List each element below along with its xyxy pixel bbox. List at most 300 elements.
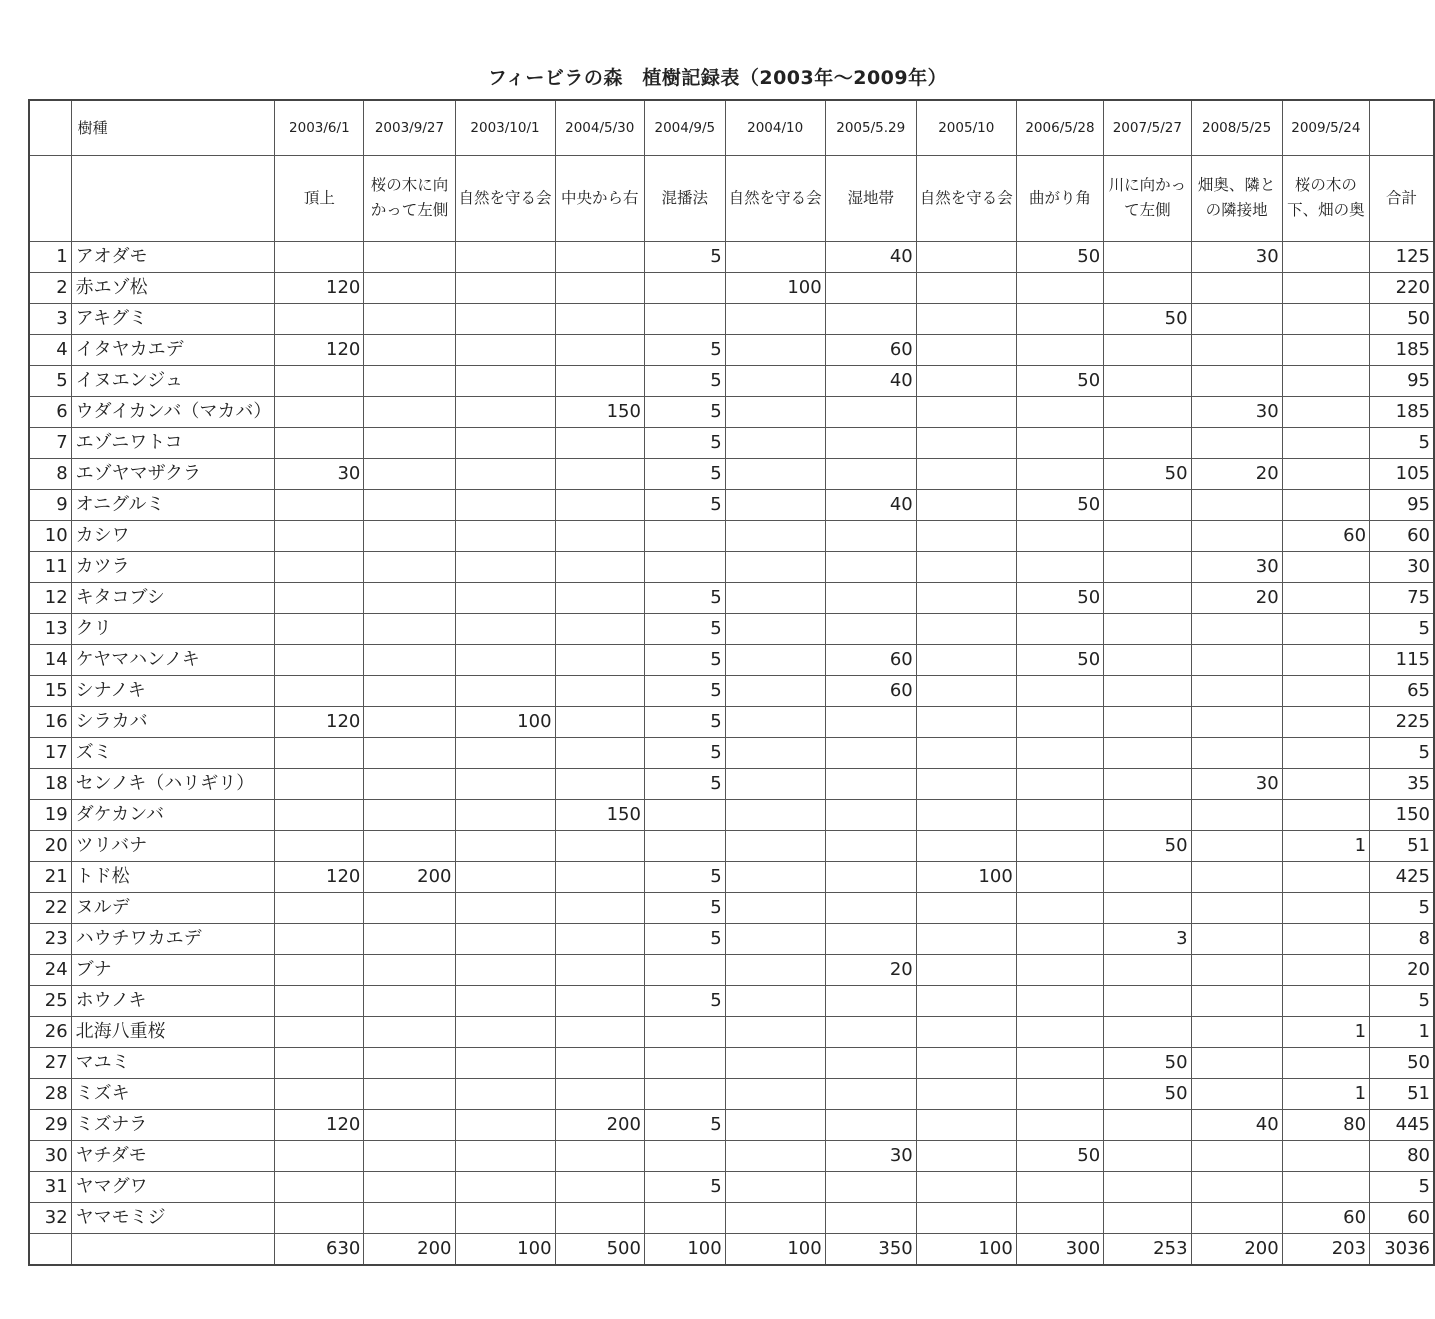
planting-count-cell [725, 1109, 825, 1140]
planting-count-cell [1016, 1047, 1103, 1078]
planting-count-cell [455, 985, 555, 1016]
species-name: マユミ [71, 1047, 275, 1078]
planting-count-cell [1282, 892, 1369, 923]
planting-count-cell: 5 [644, 768, 725, 799]
planting-count-cell [1191, 830, 1282, 861]
planting-count-cell: 150 [555, 396, 644, 427]
planting-count-cell [725, 830, 825, 861]
planting-count-cell [275, 551, 364, 582]
planting-count-cell [555, 365, 644, 396]
planting-count-cell [644, 1140, 725, 1171]
planting-count-cell [825, 1078, 916, 1109]
planting-count-cell: 3 [1104, 923, 1191, 954]
planting-count-cell [916, 365, 1016, 396]
planting-count-cell [275, 396, 364, 427]
planting-count-cell [725, 954, 825, 985]
planting-count-cell [1282, 954, 1369, 985]
planting-count-cell [555, 768, 644, 799]
planting-count-cell [725, 985, 825, 1016]
planting-count-cell [1282, 334, 1369, 365]
planting-count-cell [275, 1171, 364, 1202]
planting-count-cell [1104, 861, 1191, 892]
planting-count-cell [364, 892, 455, 923]
row-total-cell: 5 [1370, 892, 1434, 923]
planting-count-cell [725, 365, 825, 396]
planting-count-cell [644, 1047, 725, 1078]
planting-count-cell [455, 675, 555, 706]
planting-count-cell [1104, 272, 1191, 303]
planting-count-cell [1191, 365, 1282, 396]
planting-count-cell [555, 923, 644, 954]
row-number: 23 [29, 923, 71, 954]
planting-count-cell [725, 644, 825, 675]
planting-count-cell [1016, 1109, 1103, 1140]
header-location-cell: 曲がり角 [1016, 155, 1103, 241]
header-date-cell: 2005/10 [916, 100, 1016, 155]
planting-count-cell [644, 1078, 725, 1109]
planting-count-cell [1282, 241, 1369, 272]
planting-count-cell [725, 613, 825, 644]
planting-count-cell [916, 799, 1016, 830]
header-date-cell: 2009/5/24 [1282, 100, 1369, 155]
row-total-cell: 60 [1370, 1202, 1434, 1233]
planting-count-cell [1016, 985, 1103, 1016]
row-number: 7 [29, 427, 71, 458]
planting-count-cell [275, 1140, 364, 1171]
planting-count-cell [364, 520, 455, 551]
planting-count-cell [825, 551, 916, 582]
planting-count-cell [825, 892, 916, 923]
planting-count-cell: 120 [275, 334, 364, 365]
planting-count-cell [1282, 644, 1369, 675]
planting-count-cell [364, 954, 455, 985]
row-number: 5 [29, 365, 71, 396]
planting-count-cell: 5 [644, 706, 725, 737]
column-total-cell: 100 [644, 1233, 725, 1265]
planting-count-cell [644, 799, 725, 830]
planting-count-cell [1016, 830, 1103, 861]
planting-count-cell [364, 923, 455, 954]
planting-count-cell [1191, 1047, 1282, 1078]
planting-count-cell: 60 [825, 334, 916, 365]
planting-count-cell: 50 [1104, 1078, 1191, 1109]
header-location-cell: 自然を守る会 [916, 155, 1016, 241]
planting-count-cell [725, 241, 825, 272]
planting-count-cell [725, 892, 825, 923]
planting-count-cell [1016, 613, 1103, 644]
row-number: 12 [29, 582, 71, 613]
planting-count-cell [916, 458, 1016, 489]
row-number: 1 [29, 241, 71, 272]
planting-count-cell [555, 241, 644, 272]
planting-count-cell [555, 520, 644, 551]
planting-count-cell [725, 427, 825, 458]
planting-count-cell [555, 954, 644, 985]
planting-count-cell: 100 [916, 861, 1016, 892]
planting-count-cell [275, 582, 364, 613]
planting-count-cell [1016, 303, 1103, 334]
planting-count-cell [275, 954, 364, 985]
header-location-row [29, 155, 1434, 241]
row-total-cell: 65 [1370, 675, 1434, 706]
planting-count-cell: 5 [644, 985, 725, 1016]
planting-count-cell [1282, 737, 1369, 768]
header-date-cell: 2005/5.29 [825, 100, 916, 155]
header-location-cell: 自然を守る会 [725, 155, 825, 241]
species-name: トド松 [71, 861, 275, 892]
planting-count-cell [364, 365, 455, 396]
planting-count-cell [725, 334, 825, 365]
planting-count-cell: 1 [1282, 1016, 1369, 1047]
planting-count-cell [916, 923, 1016, 954]
planting-count-cell: 1 [1282, 830, 1369, 861]
planting-count-cell [1016, 954, 1103, 985]
planting-count-cell [455, 1109, 555, 1140]
planting-count-cell [1282, 799, 1369, 830]
row-number: 19 [29, 799, 71, 830]
planting-count-cell [644, 551, 725, 582]
planting-count-cell [825, 303, 916, 334]
planting-count-cell [916, 954, 1016, 985]
planting-count-cell [825, 582, 916, 613]
planting-count-cell [916, 1109, 1016, 1140]
column-total-cell: 100 [455, 1233, 555, 1265]
table-row [29, 551, 1434, 582]
planting-count-cell [1191, 489, 1282, 520]
row-total-cell: 105 [1370, 458, 1434, 489]
totals-blank-cell [71, 1233, 275, 1265]
planting-count-cell [275, 830, 364, 861]
planting-count-cell [364, 613, 455, 644]
planting-count-cell [275, 892, 364, 923]
table-row [29, 954, 1434, 985]
planting-count-cell: 50 [1016, 582, 1103, 613]
planting-count-cell [725, 861, 825, 892]
table-row [29, 675, 1434, 706]
header-location-cell: 中央から右 [555, 155, 644, 241]
location-blank-cell [29, 155, 71, 241]
planting-count-cell [1104, 427, 1191, 458]
column-total-cell: 500 [555, 1233, 644, 1265]
row-number: 32 [29, 1202, 71, 1233]
planting-count-cell [725, 520, 825, 551]
planting-count-cell [1282, 1047, 1369, 1078]
planting-count-cell [1104, 799, 1191, 830]
planting-count-cell: 50 [1016, 1140, 1103, 1171]
planting-count-cell: 5 [644, 334, 725, 365]
species-name: ハウチワカエデ [71, 923, 275, 954]
table-row [29, 985, 1434, 1016]
planting-count-cell [825, 396, 916, 427]
planting-count-cell [364, 582, 455, 613]
row-total-cell: 20 [1370, 954, 1434, 985]
row-number: 16 [29, 706, 71, 737]
planting-count-cell: 5 [644, 489, 725, 520]
planting-count-cell: 5 [644, 1109, 725, 1140]
planting-count-cell: 30 [1191, 551, 1282, 582]
planting-count-cell [275, 675, 364, 706]
planting-count-cell [364, 737, 455, 768]
row-total-cell: 30 [1370, 551, 1434, 582]
totals-blank-cell [29, 1233, 71, 1265]
species-name: オニグルミ [71, 489, 275, 520]
planting-count-cell [1191, 303, 1282, 334]
planting-count-cell [364, 334, 455, 365]
row-number: 31 [29, 1171, 71, 1202]
planting-count-cell [555, 737, 644, 768]
planting-count-cell [916, 737, 1016, 768]
planting-count-cell [916, 1016, 1016, 1047]
species-name: シナノキ [71, 675, 275, 706]
table-row [29, 1016, 1434, 1047]
row-total-cell: 185 [1370, 396, 1434, 427]
planting-count-cell [455, 427, 555, 458]
planting-count-cell [1104, 1140, 1191, 1171]
planting-count-cell: 5 [644, 458, 725, 489]
planting-count-cell: 100 [725, 272, 825, 303]
planting-count-cell [644, 520, 725, 551]
row-total-cell: 425 [1370, 861, 1434, 892]
planting-count-cell: 5 [644, 1171, 725, 1202]
planting-count-cell [916, 520, 1016, 551]
species-name: ヤマグワ [71, 1171, 275, 1202]
planting-count-cell [455, 1016, 555, 1047]
planting-count-cell [364, 1140, 455, 1171]
header-date-cell: 2008/5/25 [1191, 100, 1282, 155]
planting-count-cell: 50 [1016, 489, 1103, 520]
row-number: 11 [29, 551, 71, 582]
planting-count-cell [364, 396, 455, 427]
planting-count-cell [455, 334, 555, 365]
planting-count-cell [455, 520, 555, 551]
planting-count-cell [1191, 520, 1282, 551]
row-number: 20 [29, 830, 71, 861]
planting-count-cell [644, 830, 725, 861]
planting-count-cell [1191, 334, 1282, 365]
header-location-cell: 混播法 [644, 155, 725, 241]
planting-count-cell: 50 [1104, 303, 1191, 334]
planting-count-cell [1191, 737, 1282, 768]
planting-count-cell [725, 799, 825, 830]
planting-count-cell [364, 1202, 455, 1233]
column-total-cell: 100 [916, 1233, 1016, 1265]
planting-count-cell [916, 1171, 1016, 1202]
table-row [29, 1202, 1434, 1233]
row-number: 27 [29, 1047, 71, 1078]
planting-count-cell [455, 830, 555, 861]
species-name: ミズナラ [71, 1109, 275, 1140]
planting-count-cell [364, 1078, 455, 1109]
planting-count-cell [916, 644, 1016, 675]
column-total-cell: 200 [1191, 1233, 1282, 1265]
table-row [29, 737, 1434, 768]
planting-count-cell: 120 [275, 272, 364, 303]
planting-count-cell [555, 489, 644, 520]
column-total-cell: 200 [364, 1233, 455, 1265]
planting-count-cell [555, 613, 644, 644]
planting-count-cell [1191, 427, 1282, 458]
planting-count-cell [1191, 923, 1282, 954]
planting-count-cell [825, 520, 916, 551]
planting-count-cell: 50 [1016, 241, 1103, 272]
species-name: ケヤマハンノキ [71, 644, 275, 675]
row-number: 13 [29, 613, 71, 644]
planting-count-cell [725, 1171, 825, 1202]
planting-count-cell [275, 365, 364, 396]
header-blank-total-cell [1370, 100, 1434, 155]
planting-count-cell [555, 1016, 644, 1047]
planting-count-cell [364, 241, 455, 272]
planting-count-cell [455, 1202, 555, 1233]
planting-count-cell [555, 1078, 644, 1109]
planting-count-cell [916, 272, 1016, 303]
row-total-cell: 60 [1370, 520, 1434, 551]
planting-count-cell [725, 923, 825, 954]
row-total-cell: 75 [1370, 582, 1434, 613]
planting-count-cell: 30 [275, 458, 364, 489]
table-row [29, 303, 1434, 334]
planting-count-cell [1016, 768, 1103, 799]
species-name: ヌルデ [71, 892, 275, 923]
planting-count-cell: 80 [1282, 1109, 1369, 1140]
planting-count-cell [1016, 1016, 1103, 1047]
header-date-cell: 2006/5/28 [1016, 100, 1103, 155]
planting-count-cell [825, 1047, 916, 1078]
planting-count-cell [364, 985, 455, 1016]
planting-count-cell [725, 768, 825, 799]
table-row [29, 582, 1434, 613]
planting-count-cell [275, 923, 364, 954]
header-location-cell: 桜の木に向かって左側 [364, 155, 455, 241]
planting-count-cell [1016, 334, 1103, 365]
species-name: ツリバナ [71, 830, 275, 861]
header-species-label: 樹種 [71, 100, 275, 155]
planting-count-cell [364, 1171, 455, 1202]
planting-count-cell [1104, 737, 1191, 768]
planting-count-cell [1016, 427, 1103, 458]
planting-count-cell [725, 396, 825, 427]
table-row [29, 1109, 1434, 1140]
planting-count-cell [1104, 365, 1191, 396]
row-number: 6 [29, 396, 71, 427]
planting-count-cell [364, 799, 455, 830]
planting-count-cell [555, 427, 644, 458]
planting-count-cell [1104, 613, 1191, 644]
planting-count-cell [644, 1016, 725, 1047]
row-total-cell: 8 [1370, 923, 1434, 954]
planting-count-cell [455, 954, 555, 985]
row-total-cell: 125 [1370, 241, 1434, 272]
species-name: ブナ [71, 954, 275, 985]
planting-count-cell [825, 706, 916, 737]
planting-count-cell [725, 1078, 825, 1109]
planting-count-cell [1016, 551, 1103, 582]
planting-count-cell [1016, 737, 1103, 768]
planting-count-cell [555, 1140, 644, 1171]
planting-count-cell: 5 [644, 241, 725, 272]
table-row [29, 768, 1434, 799]
planting-count-cell: 40 [825, 241, 916, 272]
planting-count-cell [275, 489, 364, 520]
planting-count-cell [1016, 799, 1103, 830]
planting-count-cell [1104, 241, 1191, 272]
table-row [29, 1078, 1434, 1109]
planting-count-cell [455, 489, 555, 520]
table-row [29, 892, 1434, 923]
species-name: ダケカンバ [71, 799, 275, 830]
planting-count-cell [1016, 861, 1103, 892]
column-total-cell: 203 [1282, 1233, 1369, 1265]
header-location-cell: 畑奥、隣との隣接地 [1191, 155, 1282, 241]
planting-count-cell [555, 303, 644, 334]
header-date-cell: 2003/9/27 [364, 100, 455, 155]
planting-count-cell [1104, 675, 1191, 706]
location-blank-cell [71, 155, 275, 241]
planting-count-cell [555, 272, 644, 303]
planting-count-cell [1016, 923, 1103, 954]
planting-count-cell [825, 458, 916, 489]
planting-count-cell [1191, 799, 1282, 830]
planting-count-cell [555, 551, 644, 582]
planting-count-cell: 60 [825, 644, 916, 675]
planting-count-cell [555, 985, 644, 1016]
row-number: 30 [29, 1140, 71, 1171]
species-name: 赤エゾ松 [71, 272, 275, 303]
planting-count-cell [916, 830, 1016, 861]
header-date-cell: 2004/9/5 [644, 100, 725, 155]
planting-count-cell [725, 582, 825, 613]
column-total-cell: 300 [1016, 1233, 1103, 1265]
planting-count-cell [275, 241, 364, 272]
header-location-cell: 頂上 [275, 155, 364, 241]
planting-count-cell: 120 [275, 861, 364, 892]
planting-count-cell [275, 303, 364, 334]
planting-count-cell [825, 1016, 916, 1047]
planting-count-cell [275, 1016, 364, 1047]
row-total-cell: 185 [1370, 334, 1434, 365]
planting-count-cell [1016, 272, 1103, 303]
planting-count-cell [725, 303, 825, 334]
planting-count-cell [916, 303, 1016, 334]
planting-count-cell [916, 396, 1016, 427]
planting-count-cell [916, 768, 1016, 799]
planting-count-cell [1016, 706, 1103, 737]
planting-count-cell [455, 1140, 555, 1171]
planting-record-table [28, 99, 1435, 1266]
header-blank-cell [29, 100, 71, 155]
planting-count-cell [1282, 1140, 1369, 1171]
table-row [29, 489, 1434, 520]
header-date-cell: 2004/10 [725, 100, 825, 155]
planting-count-cell [555, 675, 644, 706]
row-number: 8 [29, 458, 71, 489]
row-total-cell: 445 [1370, 1109, 1434, 1140]
header-date-cell: 2003/6/1 [275, 100, 364, 155]
planting-count-cell [1282, 985, 1369, 1016]
planting-count-cell [1016, 1078, 1103, 1109]
table-row [29, 799, 1434, 830]
table-row [29, 1047, 1434, 1078]
planting-count-cell: 40 [1191, 1109, 1282, 1140]
header-location-cell: 桜の木の下、畑の奥 [1282, 155, 1369, 241]
species-name: ズミ [71, 737, 275, 768]
planting-count-cell: 5 [644, 427, 725, 458]
planting-count-cell: 30 [825, 1140, 916, 1171]
planting-count-cell [916, 1047, 1016, 1078]
planting-count-cell [1104, 954, 1191, 985]
planting-count-cell [275, 644, 364, 675]
planting-count-cell [364, 1109, 455, 1140]
